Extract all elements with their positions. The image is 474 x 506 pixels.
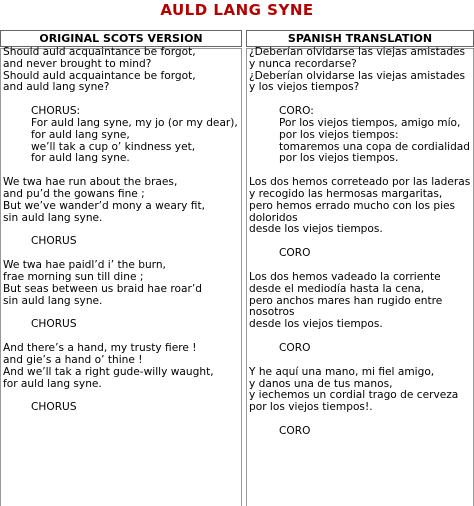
spanish-stanza (249, 426, 471, 438)
scots-stanza (3, 319, 239, 331)
scots-line: Should auld acquaintance be forgot, (3, 46, 196, 58)
spanish-stanza (249, 106, 471, 165)
spanish-stanza (249, 177, 471, 236)
scots-stanza (3, 106, 239, 165)
scots-line: CHORUS (31, 235, 77, 248)
scots-stanza (3, 402, 239, 414)
spanish-line: CORO (279, 341, 311, 354)
spanish-line: Y he aquí una mano, mi fiel amigo, (249, 365, 435, 378)
spanish-line: y recogido las hermosas margaritas, (249, 187, 443, 200)
scots-line: for auld lang syne, (31, 128, 130, 141)
spanish-line: y nunca recordarse? (249, 57, 357, 70)
scots-line: and gie’s a hand o’ thine ! (3, 353, 143, 366)
spanish-stanza (249, 47, 471, 94)
scots-line: for auld lang syne. (31, 152, 130, 165)
spanish-line: desde los viejos tiempos. (249, 223, 383, 236)
spanish-line: nosotros (249, 306, 295, 319)
scots-line: we’ll tak a cup o’ kindness yet, (31, 140, 196, 153)
header-spanish: SPANISH TRANSLATION (246, 30, 474, 47)
scots-stanza (3, 260, 239, 307)
spanish-line: por los viejos tiempos. (279, 152, 399, 165)
scots-line: sin auld lang syne. (3, 294, 103, 307)
spanish-line: ¿Deberían olvidarse las viejas amistades (249, 69, 466, 82)
scots-stanza (3, 236, 239, 248)
spanish-line: pero hemos errado mucho con los pies (249, 199, 456, 212)
spanish-line: tomaremos una copa de cordialidad (279, 140, 471, 153)
scots-line: and never brought to mind? (3, 57, 152, 70)
scots-line: But we’ve wander’d mony a weary fit, (3, 199, 206, 212)
spanish-line: Los dos hemos vadeado la corriente (249, 270, 441, 283)
spanish-line: y danos una de tus manos, (249, 377, 393, 390)
spanish-line: y iechemos un cordial trago de cerveza (249, 389, 459, 402)
scots-line: CHORUS (31, 318, 77, 331)
scots-line: for auld lang syne. (3, 377, 102, 390)
scots-line: For auld lang syne, my jo (or my dear), (31, 116, 238, 129)
header-scots: ORIGINAL SCOTS VERSION (0, 30, 242, 47)
scots-stanza (3, 343, 239, 390)
spanish-line: Los dos hemos correteado por las laderas (249, 176, 471, 189)
scots-line: frae morning sun till dine ; (3, 270, 144, 283)
spanish-line: pero anchos mares han rugido entre (249, 294, 443, 307)
spanish-line: doloridos (249, 211, 298, 224)
spanish-stanza (249, 367, 471, 414)
scots-line: But seas between us braid hae roar’d (3, 282, 202, 295)
spanish-line: Por los viejos tiempos, amigo mío, (279, 116, 461, 129)
scots-line: We twa hae run about the braes, (3, 176, 178, 189)
scots-line: and auld lang syne? (3, 81, 110, 94)
scots-line: sin auld lang syne. (3, 211, 103, 224)
scots-line: Should auld acquaintance be forgot, (3, 69, 196, 82)
scots-line: and pu’d the gowans fine ; (3, 187, 145, 200)
scots-line: CHORUS (31, 401, 77, 414)
spanish-stanza (249, 248, 471, 260)
spanish-line: desde los viejos tiempos. (249, 318, 383, 331)
scots-line: We twa hae paidl’d i’ the burn, (3, 259, 166, 272)
spanish-line: CORO (279, 424, 311, 437)
scots-line: And there’s a hand, my trusty fiere ! (3, 342, 197, 355)
page-title: AULD LANG SYNE (160, 1, 314, 19)
scots-line: CHORUS: (31, 105, 81, 118)
scots-stanza (3, 47, 239, 94)
spanish-line: CORO: (279, 105, 314, 118)
spanish-line: CORO (279, 247, 311, 260)
spanish-column (249, 47, 471, 450)
spanish-line: y los viejos tiempos? (249, 81, 360, 94)
spanish-stanza (249, 272, 471, 331)
scots-column (3, 47, 239, 426)
scots-stanza (3, 177, 239, 224)
scots-line: And we’ll tak a right gude-willy waught, (3, 365, 214, 378)
spanish-line: desde el mediodía hasta la cena, (249, 282, 425, 295)
spanish-stanza (249, 343, 471, 355)
spanish-line: por los viejos tiempos: (279, 128, 399, 141)
spanish-line: por los viejos tiempos!. (249, 401, 373, 414)
spanish-line: ¿Deberían olvidarse las viejas amistades (249, 46, 466, 58)
